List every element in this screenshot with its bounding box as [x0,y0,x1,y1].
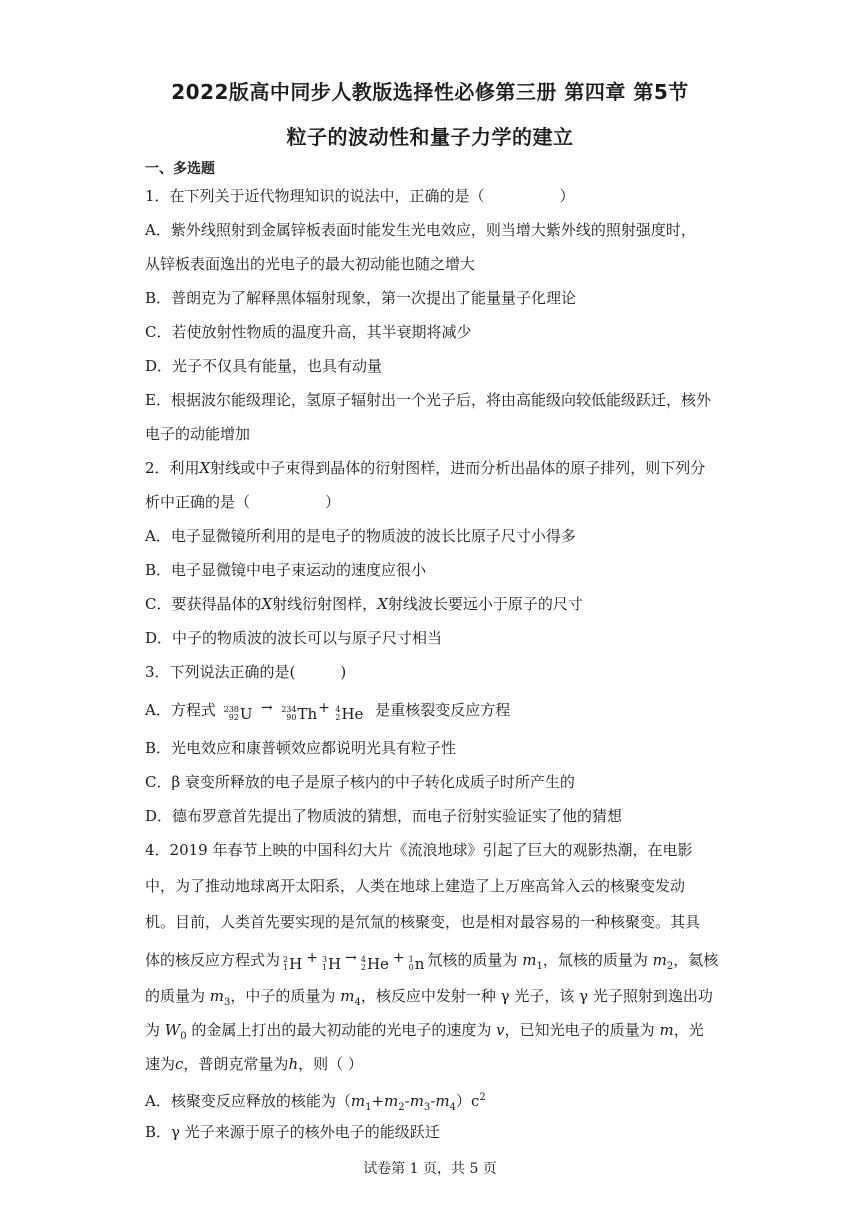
q1-option-e-cont: 电子的动能增加 [145,425,251,443]
fission-equation: 238 92 U → 234 90 Th + 4 2 He [223,700,364,723]
q1-option-a-cont: 从锌板表面逸出的光电子的最大初动能也随之增大 [145,255,476,273]
q4-stem-line3: 机。目前，人类首先要实现的是氘氚的核聚变，也是相对最容易的一种核聚变。其具 [145,913,701,931]
q3-option-a: A．方程式 238 92 U → 234 90 Th + 4 2 He 是重核裂变反应方程 [145,700,511,723]
section-heading: 一、多选题 [145,161,215,177]
q1-option-a: A．紫外线照射到金属锌板表面时能发生光电效应，则当增大紫外线的照射强度时， [145,221,696,239]
q1-option-c: C．若使放射性物质的温度升高，其半衰期将减少 [145,323,472,341]
q2-option-d: D．中子的物质波的波长可以与原子尺寸相当 [145,629,443,647]
q2-stem: 2．利用X射线或中子束得到晶体的衍射图样，进而分析出晶体的原子排列，则下列分 [145,459,706,477]
q3-stem: 3．下列说法正确的是( ) [145,663,347,681]
q4-stem-line6: 为 $W_0$ 的金属上打出的最大初动能的光电子的速度为 v，已知光电子的质量为 m，光 [145,1021,704,1042]
q2-option-c: C．要获得晶体的X射线衍射图样，X射线波长要远小于原子的尺寸 [145,595,583,613]
q4-stem-line1: 4．2019 年春节上映的中国科幻大片《流浪地球》引起了巨大的观影热潮，在电影 [145,841,693,859]
q4-stem-line5: 的质量为 $m_3$，中子的质量为 $m_4$，核反应中发射一种 γ 光子，该 γ 光子照射到逸出功 [145,987,713,1008]
q4-stem-line2: 中，为了推动地球离开太阳系，人类在地球上建造了上万座高耸入云的核聚变发动 [145,877,686,895]
q3-option-b: B．光电效应和康普顿效应都说明光具有粒子性 [145,739,457,757]
q1-option-d: D．光子不仅具有能量，也具有动量 [145,357,383,375]
q1-stem: 1．在下列关于近代物理知识的说法中，正确的是（ ） [145,187,575,205]
q2-option-b: B．电子显微镜中电子束运动的速度应很小 [145,561,427,579]
q2-option-a: A．电子显微镜所利用的是电子的物质波的波长比原子尺寸小得多 [145,527,576,545]
q3-option-c: C．β 衰变所释放的电子是原子核内的中子转化成质子时所产生的 [145,773,575,791]
q4-stem-line7: 速为c，普朗克常量为h，则（ ） [145,1055,363,1073]
page-footer: 试卷第 1 页，共 5 页 [363,1161,497,1177]
q2-stem-cont: 析中正确的是（ ） [145,493,341,511]
q3-option-d: D．德布罗意首先提出了物质波的猜想，而电子衍射实验证实了他的猜想 [145,807,623,825]
fusion-equation: 2 1 H + 3 1 H → 4 2 He + 1 0 n [283,950,425,973]
q4-option-b: B．γ 光子来源于原子的核外电子的能级跃迁 [145,1123,440,1141]
q4-stem-line4: 体的核反应方程式为 2 1 H + 3 1 H → 4 2 He + 1 0 n 氘核的质量为 $m_1$，氚核的质量为 $m_2$，氦核 [145,950,719,973]
q1-option-e: E．根据波尔能级理论，氢原子辐射出一个光子后，将由高能级向较低能级跃迁，核外 [145,391,711,409]
page-title: 2022版高中同步人教版选择性必修第三册 第四章 第5节 [171,80,689,104]
q4-option-a: A．核聚变反应释放的核能为$(m_1+m_2-m_3-m_4)c^2$ [145,1092,486,1113]
q1-option-b: B．普朗克为了解释黑体辐射现象，第一次提出了能量量子化理论 [145,289,577,307]
page-subtitle: 粒子的波动性和量子力学的建立 [286,125,574,149]
